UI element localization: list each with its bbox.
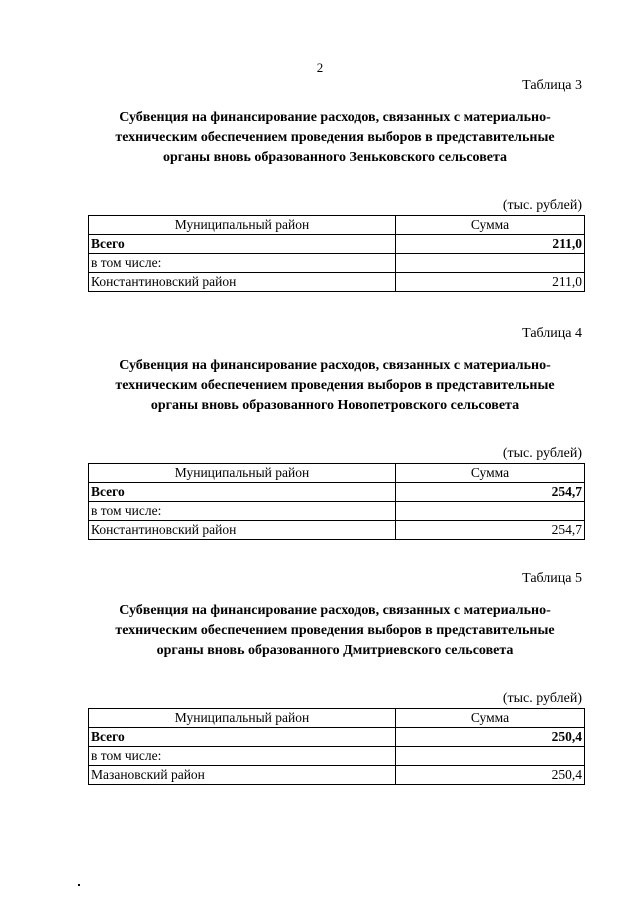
units-note: (тыс. рублей) xyxy=(502,446,582,461)
table-heading xyxy=(88,356,582,416)
row-value: 250,4 xyxy=(396,728,585,747)
table-row xyxy=(89,521,585,540)
table-row xyxy=(89,483,585,502)
heading-line: Субвенция на финансирование расходов, связанных с материально- xyxy=(119,603,551,618)
column-header-district: Муниципальный район xyxy=(89,464,396,483)
row-name: в том числе: xyxy=(89,747,396,766)
heading-line: органы вновь образованного Зеньковского сельсовета xyxy=(162,150,508,165)
column-header-sum: Сумма xyxy=(396,709,585,728)
heading-line: Субвенция на финансирование расходов, связанных с материально- xyxy=(119,358,551,373)
heading-line: Субвенция на финансирование расходов, связанных с материально- xyxy=(119,110,551,125)
table-row xyxy=(89,254,585,273)
column-header-sum: Сумма xyxy=(396,216,585,235)
table-header-row xyxy=(89,709,585,728)
column-header-sum: Сумма xyxy=(396,464,585,483)
heading-line: техническим обеспечением проведения выборов в представительные xyxy=(115,378,555,393)
row-value: 211,0 xyxy=(396,273,585,292)
table-label: Таблица 3 xyxy=(522,78,582,93)
table-section-4 xyxy=(88,326,582,540)
page-number: 2 xyxy=(316,60,324,75)
row-name: Константиновский район xyxy=(89,273,396,292)
subvention-table xyxy=(88,708,585,785)
table-row xyxy=(89,235,585,254)
row-name: Всего xyxy=(89,235,396,254)
row-name: в том числе: xyxy=(89,254,396,273)
table-header-row xyxy=(89,216,585,235)
table-heading xyxy=(88,601,582,661)
table-section-3 xyxy=(88,78,582,292)
units-note: (тыс. рублей) xyxy=(502,198,582,213)
row-value xyxy=(396,502,585,521)
heading-line: техническим обеспечением проведения выборов в представительные xyxy=(115,130,555,145)
table-row xyxy=(89,502,585,521)
row-name: Всего xyxy=(89,483,396,502)
table-label: Таблица 4 xyxy=(522,326,582,341)
row-value xyxy=(396,747,585,766)
row-name: Всего xyxy=(89,728,396,747)
row-name: Константиновский район xyxy=(89,521,396,540)
table-row xyxy=(89,747,585,766)
row-value: 211,0 xyxy=(396,235,585,254)
table-heading xyxy=(88,108,582,168)
scan-speck xyxy=(78,884,80,886)
row-name: Мазановский район xyxy=(89,766,396,785)
row-value: 254,7 xyxy=(396,521,585,540)
column-header-district: Муниципальный район xyxy=(89,216,396,235)
table-label: Таблица 5 xyxy=(522,571,582,586)
heading-line: техническим обеспечением проведения выборов в представительные xyxy=(115,623,555,638)
table-section-5 xyxy=(88,571,582,785)
table-row xyxy=(89,273,585,292)
table-row xyxy=(89,728,585,747)
row-value xyxy=(396,254,585,273)
table-row xyxy=(89,766,585,785)
table-header-row xyxy=(89,464,585,483)
subvention-table xyxy=(88,463,585,540)
column-header-district: Муниципальный район xyxy=(89,709,396,728)
heading-line: органы вновь образованного Новопетровского сельсовета xyxy=(150,398,520,413)
subvention-table xyxy=(88,215,585,292)
row-value: 250,4 xyxy=(396,766,585,785)
row-value: 254,7 xyxy=(396,483,585,502)
row-name: в том числе: xyxy=(89,502,396,521)
units-note: (тыс. рублей) xyxy=(502,691,582,706)
heading-line: органы вновь образованного Дмитриевского сельсовета xyxy=(156,643,514,658)
